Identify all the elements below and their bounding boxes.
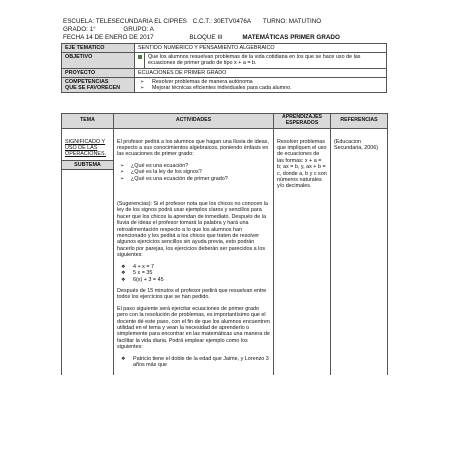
planning-header-row xyxy=(62,114,388,129)
objetivo-value: Que los alumnos resuelvan problemas de la vida cotidiana en los que se hace uso de las ecuaciones de primer grado de tipo x + a = b. xyxy=(145,53,387,68)
objetivo-marker xyxy=(135,53,145,68)
col-header-aprendizajes xyxy=(274,114,331,129)
school-cct: C.C.T.: 30ETV0476A xyxy=(192,18,252,25)
exercise-item: ❖ 5 x = 35 xyxy=(117,270,270,276)
square-bullet-icon xyxy=(138,55,142,59)
info-table xyxy=(61,43,387,93)
school-shift: TURNO: MATUTINO xyxy=(262,18,322,25)
objetivo-label: OBJETIVO xyxy=(62,53,135,68)
block: BLOQUE III xyxy=(189,34,223,41)
header-line-1 xyxy=(63,18,321,26)
exercise-item: ❖ 4 + x = 7 xyxy=(117,264,270,270)
competencias-label-line-1: COMPETENCIAS xyxy=(65,78,109,85)
competencia-item: ➢ Resolver problemas de manera autónoma xyxy=(138,79,383,85)
example-list xyxy=(117,356,270,369)
col-header-tema: TEMA xyxy=(62,114,114,129)
activity-next-step: El paso siguiente será ejercitar ecuaciones de primer grado pero con la resolución de problemas, es importantísimo que el docente dé este paso, con el fin de que los alumnos encuentren utilidad en el tema y vean la necesidad de aprenderlo o simplemente para encontrar en las matemáticas una manera de facilitar la vida diaria. Podrá emplear ejemplo como los siguientes: xyxy=(117,305,270,351)
activity-intro: El profesor pedirá a los alumnos que hagan una lluvia de ideas, respecto a sus conocimientos algebraicos, poniendo énfasis en las ecuaciones de primer grado: xyxy=(117,138,269,158)
question-item: ➢ ¿Qué es la ley de los signos? xyxy=(117,169,270,175)
competencias-label-line-2: QUE SE FAVORECEN xyxy=(65,85,121,92)
info-row-eje xyxy=(62,44,387,53)
activity-suggestions: (Sugerencias): Si el profesor nota que los chicos no conocen la ley de los signos podrá usar ejemplos claros y sencillos para hacer que los chicos la aprendan de inmediato. Después de la lluvia de ideas el profesor tomará la palabra y hará una retroalimentación respecto a lo que los alumnos han mencionado y les pedirá a los chicos que traten de resolver algunos ejercicios sencillos sin ayuda previa, esto podrán hacerlo por parejas, los ejercicios deberán ser parecidos a los siguientes: xyxy=(117,201,269,259)
competencias-list xyxy=(135,77,387,92)
date: FECHA 14 DE ENERO DE 2017 xyxy=(63,34,154,41)
info-row-competencias xyxy=(62,77,387,92)
aprendizajes-cell xyxy=(274,128,331,375)
eje-value: SENTIDO NUMERICO Y PENSAMIENTO ALGEBRAICO xyxy=(135,44,387,53)
question-list xyxy=(117,163,270,182)
example-item: ❖ Patricio tiene el doble de la edad que Jaime, y Lorenzo 3 años más que xyxy=(117,356,270,369)
aprendizajes-text: Resolver problemas que impliquen el uso de ecuaciones de las formas: x + a = b; ax = b, y, ax + b = c, donde a, b y c son números naturales y/o decimales. xyxy=(277,138,327,190)
tema-line: SIGNIFICADO Y xyxy=(65,138,106,145)
grade: GRADO: 1° xyxy=(63,26,96,33)
proyecto-value: ECUACIONES DE PRIMER GRADO xyxy=(135,68,387,77)
col-header-actividades: ACTIVIDADES xyxy=(114,114,274,129)
col-header-referencias: REFERENCIAS xyxy=(331,114,388,129)
subtema-label: SUBTEMA xyxy=(62,160,113,170)
competencia-item: ➢ Mejorar técnicas eficientes individuales para cada alumno. xyxy=(138,85,383,91)
referencias-text: (Educacion Secundaria, 2006) xyxy=(334,138,379,151)
planning-body-row xyxy=(62,128,388,375)
header-line-2 xyxy=(63,26,154,34)
referencias-cell xyxy=(331,128,388,375)
activity-review: Después de 15 minutos el profesor pedirá que resuelvan entre todos los ejercicios que se han pedido. xyxy=(117,287,267,301)
tema-cell xyxy=(62,128,114,375)
info-row-objetivo xyxy=(62,53,387,68)
actividades-cell xyxy=(114,128,274,375)
competencias-label xyxy=(62,77,135,92)
info-row-proyecto xyxy=(62,68,387,77)
tema-line: USO DE LAS xyxy=(65,145,98,151)
exercise-item: ❖ 6(x) + 3 = 45 xyxy=(117,277,270,283)
header-line-3 xyxy=(63,34,340,42)
col-header-aprendizajes-line-2: ESPERADOS xyxy=(285,119,319,126)
subject: MATEMÁTICAS PRIMER GRADO xyxy=(242,34,340,41)
proyecto-label: PROYECTO xyxy=(62,68,135,77)
exercise-list xyxy=(117,264,270,283)
question-item: ➢ ¿Qué es una ecuación? xyxy=(117,163,270,169)
col-header-aprendizajes-line-1: APRENDIZAJES xyxy=(281,114,323,120)
question-item: ➢ ¿Qué es una ecuación de primer grado? xyxy=(117,176,270,182)
tema-line: OPERACIONES. xyxy=(65,151,107,158)
eje-label: EJE TEMATICO xyxy=(62,44,135,53)
group: GRUPO: A xyxy=(123,26,154,33)
school-name: ESCUELA: TELESECUNDARIA EL CIPRES xyxy=(63,18,187,25)
planning-table xyxy=(61,113,388,375)
